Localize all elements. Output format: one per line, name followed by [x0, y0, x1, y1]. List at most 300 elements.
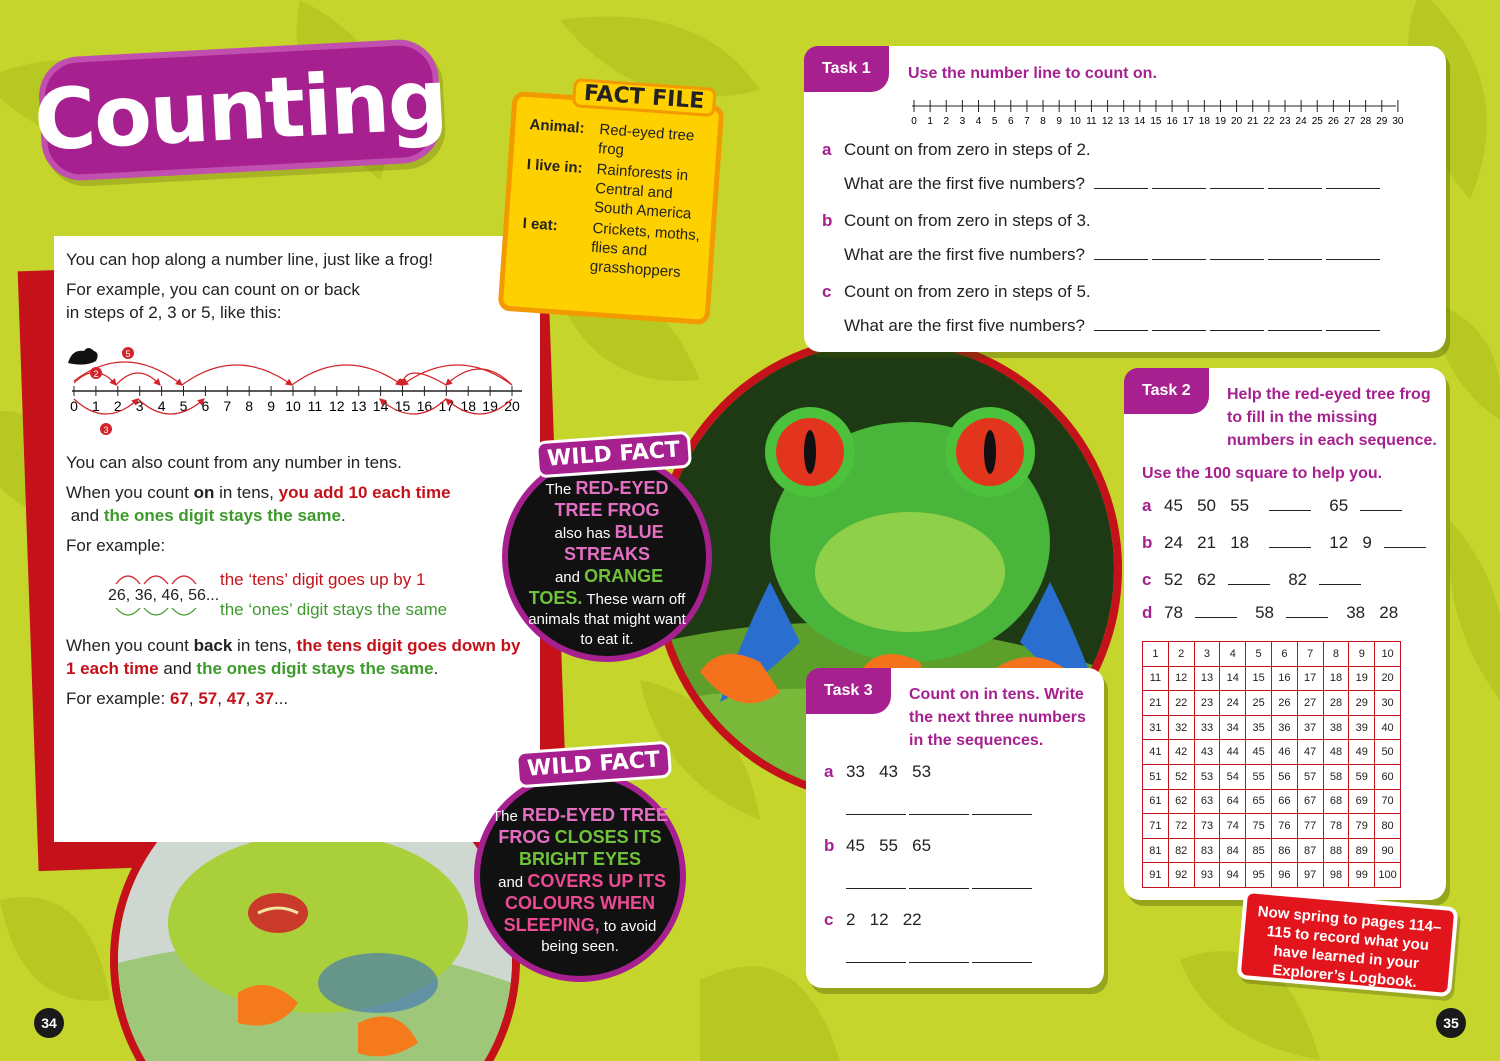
- fact-key: I live in:: [526, 156, 584, 177]
- answer-blank[interactable]: [1210, 246, 1264, 260]
- answer-blank[interactable]: [1269, 534, 1311, 548]
- ruler-label: 18: [1198, 116, 1210, 127]
- hundred-square-row: [1143, 764, 1401, 789]
- question-letter: c: [1142, 570, 1152, 589]
- ruler-label: 22: [1263, 116, 1275, 127]
- count-on-rule: [66, 481, 528, 527]
- hundred-square-cell: 4: [1220, 642, 1246, 667]
- answer-blank[interactable]: [909, 875, 969, 889]
- hundred-square-cell: 100: [1375, 863, 1401, 888]
- hundred-square-cell: 33: [1194, 715, 1220, 740]
- numberline-label: 2: [113, 398, 122, 414]
- hundred-square-cell: 23: [1194, 691, 1220, 716]
- hundred-square-cell: 16: [1271, 666, 1297, 691]
- ruler-label: 20: [1231, 116, 1243, 127]
- hundred-square-cell: 10: [1375, 642, 1401, 667]
- fact-key: Animal:: [529, 116, 586, 137]
- hundred-square-cell: 99: [1349, 863, 1375, 888]
- task-2-sequence-c: [1142, 570, 1365, 590]
- page-title-badge: [31, 38, 449, 183]
- task-3-blanks-c: [846, 948, 1035, 968]
- hundred-square: [1142, 641, 1401, 888]
- answer-blank[interactable]: [1210, 317, 1264, 331]
- question-letter: b: [824, 836, 835, 855]
- question-letter: d: [1142, 603, 1153, 622]
- seq-number: 65: [1329, 496, 1349, 515]
- ruler-label: 0: [911, 116, 917, 127]
- answer-blank[interactable]: [1195, 604, 1237, 618]
- answer-blank[interactable]: [972, 875, 1032, 889]
- hundred-square-row: [1143, 715, 1401, 740]
- hundred-square-cell: 67: [1297, 789, 1323, 814]
- seq-number: 18: [1230, 533, 1250, 552]
- answer-blank[interactable]: [1326, 317, 1380, 331]
- ruler-label: 23: [1279, 116, 1291, 127]
- text-red: 57: [198, 689, 218, 708]
- hundred-square-cell: 43: [1194, 740, 1220, 765]
- numberline-label: 12: [329, 398, 345, 414]
- frog-silhouette-icon: [68, 348, 98, 365]
- hundred-square-cell: 45: [1246, 740, 1272, 765]
- seq-number: 28: [1379, 603, 1399, 622]
- ruler-label: 7: [1024, 116, 1030, 127]
- numberline-label: 18: [460, 398, 476, 414]
- hundred-square-cell: 46: [1271, 740, 1297, 765]
- hundred-square-cell: 63: [1194, 789, 1220, 814]
- hundred-square-cell: 17: [1297, 666, 1323, 691]
- hundred-square-cell: 71: [1143, 814, 1169, 839]
- hundred-square-row: [1143, 642, 1401, 667]
- ruler-label: 19: [1214, 116, 1227, 127]
- text-green: the ones digit stays the same: [103, 506, 341, 525]
- fact-key: I eat:: [522, 214, 559, 235]
- answer-blank[interactable]: [909, 801, 969, 815]
- answer-blank[interactable]: [846, 875, 906, 889]
- hundred-square-cell: 44: [1220, 740, 1246, 765]
- task-3-card: [806, 668, 1104, 988]
- ruler-label: 16: [1166, 116, 1178, 127]
- seq-number: 58: [1255, 603, 1275, 622]
- hundred-square-cell: 83: [1194, 838, 1220, 863]
- hundred-square-cell: 97: [1297, 863, 1323, 888]
- hundred-square-cell: 61: [1143, 789, 1169, 814]
- answer-blank[interactable]: [1268, 317, 1322, 331]
- hundred-square-cell: 34: [1220, 715, 1246, 740]
- answer-blank[interactable]: [1094, 317, 1148, 331]
- hundred-square-cell: 56: [1271, 764, 1297, 789]
- count-back-example: For example: 67, 57, 47, 37...: [66, 689, 289, 708]
- task-2-instruction: Help the red-eyed tree frog to fill in the missing numbers in each sequence.: [1227, 386, 1437, 449]
- answer-blank[interactable]: [846, 949, 906, 963]
- hundred-square-cell: 89: [1349, 838, 1375, 863]
- seq-number: 78: [1164, 603, 1183, 622]
- hundred-square-cell: 15: [1246, 666, 1272, 691]
- hundred-square-cell: 41: [1143, 740, 1169, 765]
- hundred-square-cell: 75: [1246, 814, 1272, 839]
- answer-blank[interactable]: [1268, 175, 1322, 189]
- ruler-label: 1: [927, 116, 933, 127]
- numberline-label: 4: [157, 398, 166, 414]
- hundred-square-cell: 38: [1323, 715, 1349, 740]
- hundred-square-cell: 92: [1168, 863, 1194, 888]
- text: .: [433, 659, 439, 678]
- numberline-label: 10: [285, 398, 301, 414]
- question-letter: c: [824, 910, 834, 929]
- hundred-square-cell: 98: [1323, 863, 1349, 888]
- numberline-label: 19: [482, 398, 498, 414]
- hundred-square-cell: 13: [1194, 666, 1220, 691]
- ruler-label: 3: [959, 116, 966, 127]
- question-text: Count on from zero in steps of 5.: [844, 282, 1091, 301]
- hundred-square-cell: 87: [1297, 838, 1323, 863]
- text: also has: [550, 525, 615, 542]
- text-green: ORANGE TOES.: [528, 566, 664, 608]
- wild-fact-bubble: [474, 770, 686, 982]
- task-1-instruction: Use the number line to count on.: [908, 65, 1157, 82]
- ruler-label: 25: [1311, 116, 1323, 127]
- answer-blank[interactable]: [1286, 604, 1328, 618]
- numberline-label: 5: [179, 398, 188, 414]
- hundred-square-row: [1143, 666, 1401, 691]
- hundred-square-cell: 28: [1323, 691, 1349, 716]
- page-title: Counting: [31, 50, 449, 170]
- answer-blank[interactable]: [1210, 175, 1264, 189]
- fact-value: Crickets, moths, flies and grasshoppers: [589, 219, 701, 281]
- hundred-square-cell: 3: [1194, 642, 1220, 667]
- text: in tens,: [214, 483, 279, 502]
- hundred-square-cell: 86: [1271, 838, 1297, 863]
- task-1-prompt-c: [844, 316, 1380, 336]
- text: When you count: [66, 483, 194, 502]
- answer-blank[interactable]: [972, 801, 1032, 815]
- ruler-label: 8: [1040, 116, 1046, 127]
- text-pink: COVERS UP ITS COLOURS WHEN SLEEPING,: [503, 871, 667, 935]
- task-3-instruction: Count on in tens. Write the next three numbers in the sequences.: [909, 686, 1086, 749]
- ruler-label: 26: [1327, 116, 1339, 127]
- question-prompt: What are the first five numbers?: [844, 245, 1085, 264]
- hundred-square-cell: 65: [1246, 789, 1272, 814]
- hundred-square-cell: 79: [1349, 814, 1375, 839]
- text: ...: [273, 689, 289, 708]
- ruler-label: 10: [1069, 116, 1081, 127]
- hundred-square-cell: 62: [1168, 789, 1194, 814]
- seq-number: 24: [1164, 533, 1183, 552]
- question-letter: b: [822, 211, 833, 230]
- task-2-sequence-d: [1142, 603, 1398, 623]
- ruler-label: 24: [1295, 116, 1307, 127]
- task-1-prompt-b: [844, 245, 1380, 265]
- text: in tens,: [232, 636, 297, 655]
- answer-blank[interactable]: [1152, 317, 1206, 331]
- hundred-square-cell: 55: [1246, 764, 1272, 789]
- hundred-square-cell: 77: [1297, 814, 1323, 839]
- hundred-square-cell: 60: [1375, 764, 1401, 789]
- hundred-square-cell: 96: [1271, 863, 1297, 888]
- hundred-square-cell: 76: [1271, 814, 1297, 839]
- hundred-square-cell: 50: [1375, 740, 1401, 765]
- hundred-square-cell: 91: [1143, 863, 1169, 888]
- wild-fact-title: WILD FACT: [535, 431, 692, 479]
- ruler-label: 5: [991, 116, 998, 127]
- task-1-question-a: [822, 140, 1091, 160]
- numberline-label: 20: [504, 398, 520, 414]
- text-pink: RED-EYED TREE FROG: [498, 805, 669, 847]
- hop-number-line: [66, 331, 528, 441]
- seq-number: 38: [1346, 603, 1366, 622]
- hundred-square-cell: 58: [1323, 764, 1349, 789]
- answer-blank[interactable]: [1384, 534, 1426, 548]
- hundred-square-cell: 93: [1194, 863, 1220, 888]
- seq-number: 9: [1362, 533, 1372, 552]
- question-prompt: What are the first five numbers?: [844, 316, 1085, 335]
- numberline-label: 0: [70, 398, 78, 414]
- logbook-note: Now spring to pages 114–115 to record what you have learned in your Explorer’s Logbook.: [1236, 889, 1458, 997]
- answer-blank[interactable]: [1268, 246, 1322, 260]
- answer-blank[interactable]: [1269, 497, 1311, 511]
- task-3-tab: Task 3: [806, 668, 891, 714]
- hundred-square-cell: 90: [1375, 838, 1401, 863]
- numberline-label: 7: [223, 398, 232, 414]
- tens-intro: You can also count from any number in tens.: [66, 453, 402, 472]
- page-number-left: 34: [34, 1008, 64, 1038]
- ruler-label: 6: [1007, 116, 1014, 127]
- wild-fact-title: WILD FACT: [515, 741, 672, 789]
- fact-value: Rainforests in Central and South America: [593, 160, 692, 223]
- count-back-rule: [66, 634, 528, 680]
- hundred-square-cell: 26: [1271, 691, 1297, 716]
- hundred-square-cell: 78: [1323, 814, 1349, 839]
- ones-digit-note: the ‘ones’ digit stays the same: [220, 600, 448, 619]
- hundred-square-cell: 82: [1168, 838, 1194, 863]
- hundred-square-cell: 72: [1168, 814, 1194, 839]
- task-2-hint: Use the 100 square to help you.: [1142, 465, 1383, 482]
- fact-file-title: FACT FILE: [572, 78, 716, 117]
- task-2-sequence-b: [1142, 533, 1430, 553]
- task-3-blanks-a: [846, 800, 1035, 820]
- ruler-label: 28: [1360, 116, 1372, 127]
- hundred-square-cell: 31: [1143, 715, 1169, 740]
- question-text: Count on from zero in steps of 2.: [844, 140, 1091, 159]
- hundred-square-cell: 94: [1220, 863, 1246, 888]
- tens-example: [66, 564, 528, 626]
- answer-blank[interactable]: [1152, 175, 1206, 189]
- answer-blank[interactable]: [1319, 571, 1361, 585]
- hop-label: 3: [103, 425, 109, 435]
- ruler-label: 14: [1134, 116, 1146, 127]
- hundred-square-cell: 57: [1297, 764, 1323, 789]
- text-red: 67: [169, 689, 189, 708]
- hundred-square-cell: 36: [1271, 715, 1297, 740]
- text-red: you add 10 each time: [278, 483, 451, 502]
- hop-label-3: [100, 423, 112, 435]
- hop-label-2: [90, 367, 102, 379]
- ruler-label: 11: [1086, 116, 1097, 127]
- ruler-label: 27: [1343, 116, 1356, 127]
- question-letter: a: [822, 140, 832, 159]
- answer-blank[interactable]: [1326, 246, 1380, 260]
- hundred-square-cell: 12: [1168, 666, 1194, 691]
- text: For example:: [66, 689, 170, 708]
- seq-number: 45: [1164, 496, 1183, 515]
- text-bold: on: [193, 483, 215, 502]
- text-bold: back: [193, 636, 233, 655]
- intro-text: You can hop along a number line, just like a frog!: [66, 250, 434, 269]
- task-2-sequence-a: [1142, 496, 1406, 516]
- hop-label-5: [122, 347, 134, 359]
- hundred-square-cell: 27: [1297, 691, 1323, 716]
- text: These warn off animals that might want to eat it.: [528, 591, 686, 648]
- text: The: [545, 481, 576, 498]
- numberline-label: 11: [307, 398, 323, 414]
- question-letter: c: [822, 282, 832, 301]
- numberline-label: 17: [438, 398, 455, 414]
- ruler-label: 2: [943, 116, 950, 127]
- task-1-tab: Task 1: [804, 46, 889, 92]
- hundred-square-cell: 69: [1349, 789, 1375, 814]
- text: and: [550, 569, 585, 586]
- hundred-square-cell: 19: [1349, 666, 1375, 691]
- hundred-square-cell: 40: [1375, 715, 1401, 740]
- example-sequence: 26, 36, 46, 56...: [108, 587, 220, 604]
- task-3-sequence-c: [824, 910, 922, 930]
- hundred-square-row: [1143, 863, 1401, 888]
- answer-blank[interactable]: [846, 801, 906, 815]
- answer-blank[interactable]: [1228, 571, 1270, 585]
- hundred-square-cell: 5: [1246, 642, 1272, 667]
- hundred-square-cell: 24: [1220, 691, 1246, 716]
- ruler-label: 21: [1247, 116, 1259, 127]
- ruler-label: 13: [1118, 116, 1130, 127]
- fact-value: Red-eyed tree frog: [597, 121, 695, 159]
- seq-numbers: 2 12 22: [846, 910, 922, 929]
- hundred-square-cell: 18: [1323, 666, 1349, 691]
- numberline-label: 6: [201, 398, 210, 414]
- wild-fact-text: [491, 805, 669, 957]
- hundred-square-cell: 22: [1168, 691, 1194, 716]
- task-1-question-c: [822, 282, 1091, 302]
- text-green: CLOSES ITS BRIGHT EYES: [518, 827, 662, 869]
- numberline-label: 16: [416, 398, 433, 414]
- question-text: Count on from zero in steps of 3.: [844, 211, 1091, 230]
- page-number-right: 35: [1436, 1008, 1466, 1038]
- answer-blank[interactable]: [909, 949, 969, 963]
- intro-text-2: For example, you can count on or back in steps of 2, 3 or 5, like this:: [66, 280, 360, 322]
- hundred-square-cell: 20: [1375, 666, 1401, 691]
- seq-number: 62: [1197, 570, 1217, 589]
- answer-blank[interactable]: [972, 949, 1032, 963]
- numberline-label: 1: [92, 398, 100, 414]
- answer-blank[interactable]: [1360, 497, 1402, 511]
- answer-blank[interactable]: [1094, 175, 1148, 189]
- hundred-square-cell: 80: [1375, 814, 1401, 839]
- numberline-label: 14: [372, 398, 389, 414]
- seq-number: 21: [1197, 533, 1217, 552]
- answer-blank[interactable]: [1326, 175, 1380, 189]
- task-2-tab: Task 2: [1124, 368, 1209, 414]
- seq-numbers: 33 43 53: [846, 762, 932, 781]
- text: .: [340, 506, 346, 525]
- seq-number: 52: [1164, 570, 1183, 589]
- hundred-square-cell: 47: [1297, 740, 1323, 765]
- seq-number: 55: [1230, 496, 1250, 515]
- ruler-label: 30: [1392, 116, 1404, 127]
- seq-number: 82: [1288, 570, 1308, 589]
- hundred-square-row: [1143, 789, 1401, 814]
- hundred-square-cell: 37: [1297, 715, 1323, 740]
- text-red: 37: [255, 689, 274, 708]
- text: and: [66, 506, 104, 525]
- hundred-square-cell: 25: [1246, 691, 1272, 716]
- hundred-square-row: [1143, 838, 1401, 863]
- hundred-square-cell: 85: [1246, 838, 1272, 863]
- hundred-square-cell: 84: [1220, 838, 1246, 863]
- wild-fact-text: [523, 478, 691, 650]
- hundred-square-cell: 39: [1349, 715, 1375, 740]
- fact-file: [498, 80, 725, 325]
- hundred-square-cell: 64: [1220, 789, 1246, 814]
- ruler-label: 4: [975, 116, 982, 127]
- hundred-square-cell: 1: [1143, 642, 1169, 667]
- hundred-square-cell: 48: [1323, 740, 1349, 765]
- hundred-square-cell: 54: [1220, 764, 1246, 789]
- text-red: 47: [226, 689, 246, 708]
- hundred-square-cell: 52: [1168, 764, 1194, 789]
- hundred-square-cell: 73: [1194, 814, 1220, 839]
- hundred-square-cell: 66: [1271, 789, 1297, 814]
- hundred-square-cell: 49: [1349, 740, 1375, 765]
- question-prompt: What are the first five numbers?: [844, 174, 1085, 193]
- fact-file-row: [524, 155, 706, 224]
- task-1-ruler: [904, 96, 1404, 130]
- task-3-sequence-b: [824, 836, 931, 856]
- text-green: the ones digit stays the same: [196, 659, 434, 678]
- hop-label: 2: [93, 369, 99, 379]
- hundred-square-cell: 30: [1375, 691, 1401, 716]
- text-pink: RED-EYED TREE FROG: [554, 478, 669, 520]
- text: and: [493, 874, 528, 891]
- for-example-label: For example:: [66, 536, 166, 555]
- answer-blank[interactable]: [1094, 246, 1148, 260]
- task-1-question-b: [822, 211, 1091, 231]
- ruler-label: 9: [1056, 116, 1062, 127]
- text: and: [158, 659, 197, 678]
- text-pink: BLUE STREAKS: [563, 522, 664, 564]
- ruler-label: 29: [1376, 116, 1388, 127]
- task-3-blanks-b: [846, 874, 1035, 894]
- wild-fact-bubble: [502, 452, 712, 662]
- hundred-square-cell: 35: [1246, 715, 1272, 740]
- hundred-square-cell: 53: [1194, 764, 1220, 789]
- hundred-square-cell: 21: [1143, 691, 1169, 716]
- ruler-label: 12: [1101, 116, 1114, 127]
- hundred-square-cell: 29: [1349, 691, 1375, 716]
- seq-number: 50: [1197, 496, 1217, 515]
- hundred-square-row: [1143, 814, 1401, 839]
- answer-blank[interactable]: [1152, 246, 1206, 260]
- hundred-square-cell: 68: [1323, 789, 1349, 814]
- hundred-square-cell: 88: [1323, 838, 1349, 863]
- hundred-square-cell: 7: [1297, 642, 1323, 667]
- tens-digit-note: the ‘tens’ digit goes up by 1: [220, 570, 426, 589]
- numberline-label: 15: [394, 398, 411, 414]
- text: The: [491, 808, 522, 825]
- hundred-square-row: [1143, 691, 1401, 716]
- hundred-square-cell: 11: [1143, 666, 1169, 691]
- task-1-prompt-a: [844, 174, 1380, 194]
- hundred-square-cell: 51: [1143, 764, 1169, 789]
- hundred-square-cell: 74: [1220, 814, 1246, 839]
- question-letter: a: [824, 762, 834, 781]
